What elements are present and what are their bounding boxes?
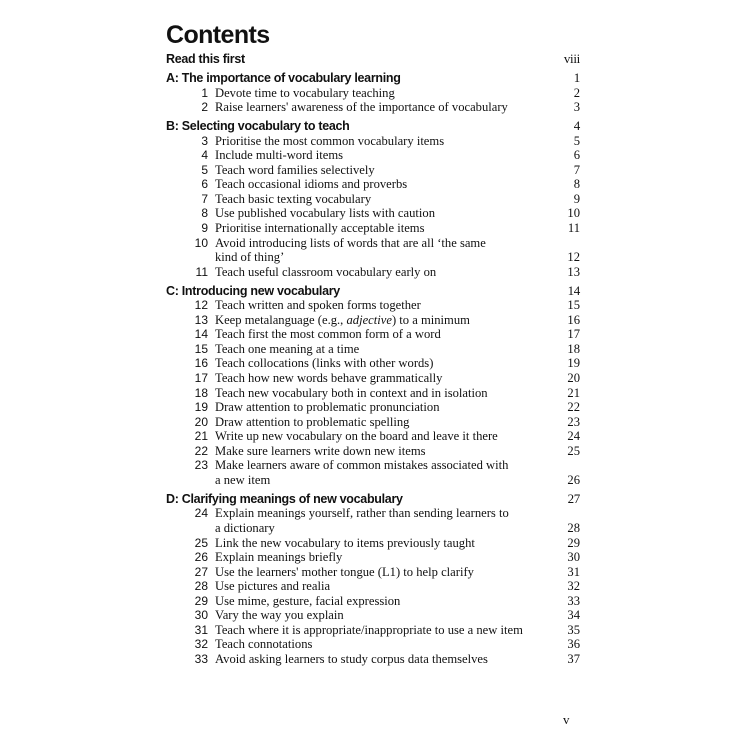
item-title: Teach how new words behave grammatically	[215, 370, 443, 385]
toc-page-number: viii	[563, 51, 580, 66]
toc-page-number: 25	[567, 443, 580, 458]
toc-item-entry[interactable]	[166, 536, 580, 551]
toc-page-number: 5	[573, 133, 580, 148]
toc-item-entry[interactable]	[166, 458, 580, 473]
item-title: Draw attention to problematic spelling	[215, 414, 410, 429]
item-title: Keep metalanguage (e.g., adjective) to a minimum	[215, 312, 470, 327]
toc-item-entry[interactable]	[166, 206, 580, 221]
item-title: Link the new vocabulary to items previously taught	[215, 535, 475, 550]
item-number: 2	[201, 100, 208, 115]
toc-item-entry[interactable]	[166, 148, 580, 163]
item-title: Use pictures and realia	[215, 579, 331, 594]
toc-item-entry[interactable]	[166, 163, 580, 178]
item-title: a new item	[215, 472, 271, 487]
emphasis-text: adjective	[346, 312, 392, 327]
item-number: 7	[201, 191, 208, 206]
toc-page-number: 30	[567, 550, 580, 565]
toc-item-entry[interactable]	[166, 250, 580, 265]
toc-section-heading[interactable]	[166, 119, 580, 134]
item-title: Teach useful classroom vocabulary early on	[215, 264, 437, 279]
toc-page-number: 14	[567, 282, 580, 298]
toc-item-entry[interactable]	[166, 444, 580, 459]
item-title: Use mime, gesture, facial expression	[215, 593, 401, 608]
item-number: 5	[201, 162, 208, 177]
item-title: Include multi-word items	[215, 148, 344, 163]
item-title: Teach occasional idioms and proverbs	[215, 177, 408, 192]
item-number: 14	[194, 327, 208, 342]
toc-page-number: 18	[567, 341, 580, 356]
item-number: 28	[194, 579, 208, 594]
toc-page-number: 26	[567, 472, 580, 487]
toc-item-entry[interactable]	[166, 550, 580, 565]
item-number: 27	[194, 564, 208, 579]
item-title: a dictionary	[215, 520, 275, 535]
page-title: Contents	[166, 21, 270, 49]
toc-page-number: 32	[567, 579, 580, 594]
item-number: 21	[194, 429, 208, 444]
toc-item-entry[interactable]	[166, 637, 580, 652]
item-number: 6	[201, 177, 208, 192]
toc-page-number: 7	[573, 162, 580, 177]
section-title: A: The importance of vocabulary learning	[166, 71, 401, 86]
toc-page-number: 11	[567, 221, 580, 236]
item-title: Teach new vocabulary both in context and in isolation	[215, 385, 488, 400]
item-number: 31	[194, 622, 208, 637]
item-number: 24	[194, 506, 208, 521]
item-title: Teach where it is appropriate/inappropriate to use a new item	[215, 622, 523, 637]
toc-item-entry[interactable]	[166, 221, 580, 236]
item-number: 3	[201, 133, 208, 148]
toc-item-entry[interactable]	[166, 594, 580, 609]
section-title: B: Selecting vocabulary to teach	[166, 119, 350, 134]
item-number: 20	[194, 414, 208, 429]
item-title: Teach first the most common form of a word	[215, 327, 441, 342]
item-title: Raise learners' awareness of the importance of vocabulary	[215, 100, 508, 115]
toc-page-number: 35	[567, 622, 580, 637]
item-title: Write up new vocabulary on the board and leave it there	[215, 429, 498, 444]
toc-sections	[166, 71, 580, 666]
toc-page-number: 1	[573, 70, 580, 86]
item-number: 8	[201, 206, 208, 221]
toc-page-number: 24	[567, 429, 580, 444]
item-title: Vary the way you explain	[215, 608, 344, 623]
item-number: 18	[194, 385, 208, 400]
toc-page-number: 34	[567, 608, 580, 623]
toc-page-number: 9	[573, 191, 580, 206]
toc-item-entry[interactable]	[166, 192, 580, 207]
toc-item-entry[interactable]	[166, 506, 580, 521]
toc-item-entry[interactable]	[166, 298, 580, 313]
toc-item-entry[interactable]	[166, 265, 580, 280]
toc-page-number: 17	[567, 327, 580, 342]
toc-item-entry[interactable]	[166, 400, 580, 415]
toc-page-number: 12	[567, 250, 580, 265]
toc-item-entry[interactable]	[166, 565, 580, 580]
toc-item-entry[interactable]	[166, 608, 580, 623]
toc-page-number: 27	[567, 490, 580, 506]
item-title: Avoid asking learners to study corpus data themselves	[215, 651, 488, 666]
item-title: Teach word families selectively	[215, 162, 375, 177]
item-number: 12	[194, 298, 208, 313]
item-title: Teach one meaning at a time	[215, 341, 360, 356]
toc-page-number: 21	[567, 385, 580, 400]
toc-item-entry[interactable]	[166, 371, 580, 386]
toc-page-number: 36	[567, 637, 580, 652]
item-title: Explain meanings briefly	[215, 550, 343, 565]
toc-item-entry[interactable]	[166, 415, 580, 430]
toc-page-number: 31	[567, 564, 580, 579]
item-number: 11	[195, 264, 208, 279]
toc-page-number: 16	[567, 312, 580, 327]
toc-page-number: 4	[573, 118, 580, 134]
toc-item-entry[interactable]	[166, 356, 580, 371]
item-number: 1	[201, 85, 208, 100]
item-number: 10	[194, 235, 208, 250]
item-number: 30	[194, 608, 208, 623]
item-number: 29	[194, 593, 208, 608]
item-title: Use published vocabulary lists with caution	[215, 206, 436, 221]
toc-item-entry[interactable]	[166, 386, 580, 401]
toc-item-entry[interactable]	[166, 177, 580, 192]
item-title: Devote time to vocabulary teaching	[215, 85, 395, 100]
item-number: 4	[201, 148, 208, 163]
toc-item-entry[interactable]	[166, 473, 580, 488]
item-title: Prioritise internationally acceptable items	[215, 221, 425, 236]
item-number: 15	[194, 341, 208, 356]
toc-page-number: 33	[567, 593, 580, 608]
item-title: Teach basic texting vocabulary	[215, 191, 372, 206]
item-title: Explain meanings yourself, rather than sending learners to	[215, 506, 509, 521]
item-title: Teach connotations	[215, 637, 313, 652]
item-number: 16	[194, 356, 208, 371]
toc-page-number: 37	[567, 651, 580, 666]
item-title: Teach collocations (links with other words)	[215, 356, 434, 371]
toc-page-number: 23	[567, 414, 580, 429]
item-number: 25	[194, 535, 208, 550]
toc-page-number: 8	[573, 177, 580, 192]
toc-section-heading[interactable]	[166, 284, 580, 299]
toc-item-entry[interactable]	[166, 429, 580, 444]
toc-item-entry[interactable]	[166, 342, 580, 357]
toc-item-entry[interactable]	[166, 86, 580, 101]
toc-item-entry[interactable]	[166, 134, 580, 149]
item-number: 33	[194, 651, 208, 666]
page-folio: v	[563, 712, 570, 727]
toc-intro-entry[interactable]	[166, 52, 580, 67]
item-number: 17	[194, 370, 208, 385]
toc-page-number: 3	[573, 100, 580, 115]
item-number: 9	[201, 221, 208, 236]
item-number: 26	[194, 550, 208, 565]
toc-page-number: 15	[567, 298, 580, 313]
contents-page	[166, 20, 580, 666]
toc-item-entry[interactable]	[166, 652, 580, 667]
toc-section-heading[interactable]	[166, 492, 580, 507]
toc-item-entry[interactable]	[166, 327, 580, 342]
item-number: 13	[194, 312, 208, 327]
item-title: Teach written and spoken forms together	[215, 298, 421, 313]
item-title: Avoid introducing lists of words that are all ‘the same	[215, 235, 486, 250]
section-title: C: Introducing new vocabulary	[166, 283, 340, 298]
toc-page-number: 6	[573, 148, 580, 163]
toc-item-entry[interactable]	[166, 100, 580, 115]
section-title: D: Clarifying meanings of new vocabulary	[166, 491, 403, 506]
toc-page-number: 10	[567, 206, 580, 221]
toc-page-number: 19	[567, 356, 580, 371]
item-title: Make sure learners write down new items	[215, 443, 426, 458]
item-title: Prioritise the most common vocabulary items	[215, 133, 445, 148]
toc-section-heading[interactable]	[166, 71, 580, 86]
item-title: Draw attention to problematic pronunciation	[215, 400, 440, 415]
item-number: 23	[194, 458, 208, 473]
item-number: 32	[194, 637, 208, 652]
item-number: 22	[194, 443, 208, 458]
item-title: Make learners aware of common mistakes associated with	[215, 458, 509, 473]
toc-item-entry[interactable]	[166, 313, 580, 328]
toc-page-number: 28	[567, 520, 580, 535]
toc-page-number: 29	[567, 535, 580, 550]
toc-item-entry[interactable]	[166, 236, 580, 251]
item-title: Use the learners' mother tongue (L1) to help clarify	[215, 564, 474, 579]
toc-intro-label: Read this first	[166, 52, 245, 66]
toc-item-entry[interactable]	[166, 623, 580, 638]
item-title: kind of thing’	[215, 250, 285, 265]
toc-item-entry[interactable]	[166, 579, 580, 594]
item-number: 19	[194, 400, 208, 415]
toc-page-number: 13	[567, 264, 580, 279]
toc-item-entry[interactable]	[166, 521, 580, 536]
toc-page-number: 2	[573, 85, 580, 100]
toc-page-number: 20	[567, 370, 580, 385]
toc-page-number: 22	[567, 400, 580, 415]
